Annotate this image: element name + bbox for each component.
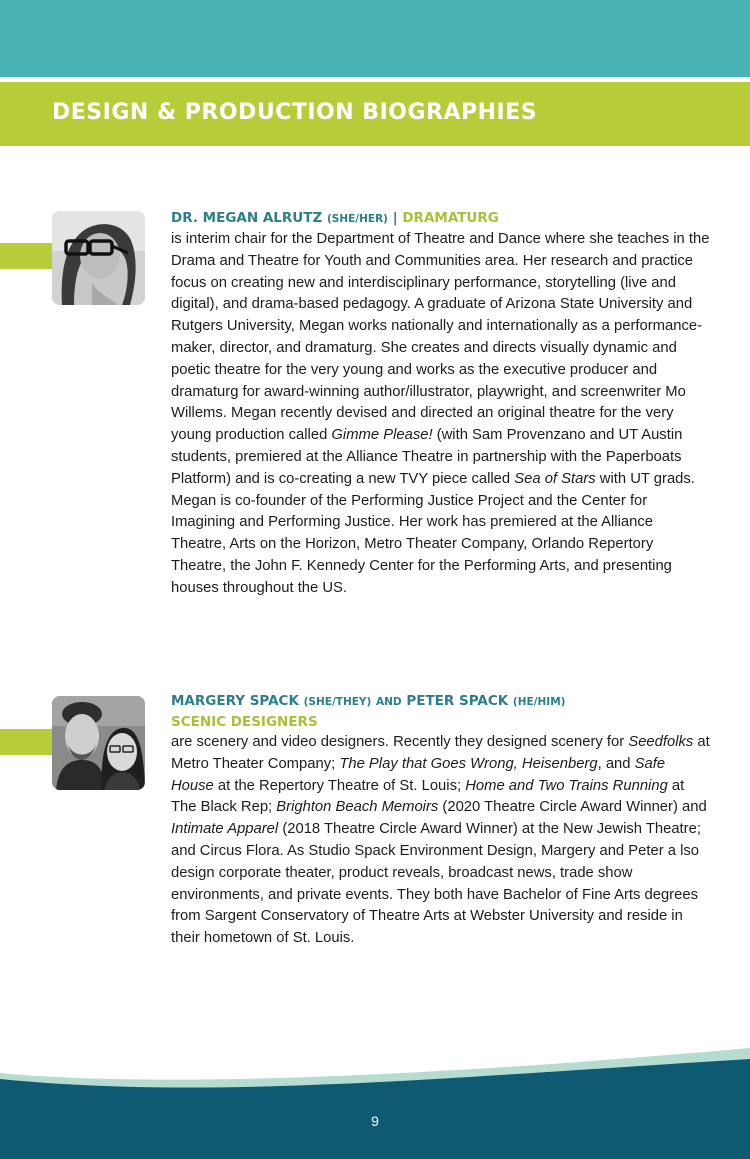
production-title: Gimme Please!: [331, 427, 433, 444]
footer-wave: [0, 1045, 750, 1159]
bio-name: MARGERY SPACK: [171, 693, 299, 709]
bio-text-segment: are scenery and video designers. Recently they designed scenery for: [171, 734, 629, 750]
bio-text: [171, 732, 711, 950]
bio-text-segment: , and: [597, 755, 635, 772]
bio-name: PETER SPACK: [406, 693, 509, 709]
bio-role: SCENIC DESIGNERS: [171, 714, 318, 730]
bio-accent-bar: [0, 243, 60, 269]
bio-role: DRAMATURG: [402, 210, 499, 226]
page-title: DESIGN & PRODUCTION BIOGRAPHIES: [52, 100, 538, 125]
heading-separator: |: [392, 210, 398, 226]
production-title: Safe House: [171, 755, 666, 794]
portrait-photo-megan: [52, 211, 145, 305]
production-title: Sea of Stars: [514, 470, 596, 487]
portrait-photo-icon: [52, 211, 145, 305]
bio-name-heading: [171, 691, 711, 712]
bio-text-segment: (2020 Theatre Circle Award Winner) and: [438, 799, 707, 816]
bio-text-segment: with UT grads. Megan is co-founder of the Performing Justice Project and the Center for Imagining and Performing Justice. Her work has premiered at the Alliance Theatre, Arts on the Horizon, Metro Theater Company, Orlando Repertory Theatre, the John F. Kennedy Center for the Performing Arts, and presenting houses throughout the US.: [171, 470, 695, 596]
production-title: The Play that Goes Wrong, Heisenberg: [339, 755, 598, 772]
bio-entry-spack: [171, 691, 711, 950]
production-title: Brighton Beach Memoirs: [276, 799, 439, 816]
bio-text: [171, 229, 711, 600]
bio-pronouns: (HE/HIM): [512, 696, 566, 708]
portrait-photo-icon: [52, 696, 145, 790]
bio-text-segment: at the Repertory Theatre of St. Louis;: [213, 777, 466, 794]
production-title: Intimate Apparel: [171, 821, 279, 838]
bio-pronouns: (SHE/THEY): [303, 696, 372, 708]
bio-accent-bar: [0, 729, 60, 755]
top-teal-band: [0, 0, 750, 77]
page-number: 9: [371, 1113, 379, 1129]
production-title: Home and Two Trains Running: [465, 777, 668, 794]
bio-entry-megan-alrutz: [171, 208, 711, 600]
bio-text-segment: (2018 Theatre Circle Award Winner) at the New Jewish Theatre; and Circus Flora. As Studio Spack Environment Design, Margery and Peter a lso design corporate theater, product reveals, broadcast news, trade show environments, and private events. They both have Bachelor of Fine Arts degrees from Sargent Conservatory of Theatre Arts at Webster University and reside in their hometown of St. Louis.: [171, 821, 701, 947]
bio-name-heading: [171, 208, 711, 229]
bio-pronouns: (SHE/HER): [326, 213, 388, 225]
bio-name: DR. MEGAN ALRUTZ: [171, 210, 323, 226]
bio-text-segment: (with Sam Provenzano and UT Austin students, premiered at the Alliance Theatre in partnership with the Paperboats Platform) and is co-creating a new TVY piece called: [171, 427, 683, 487]
bio-text-segment: at Metro Theater Company;: [171, 734, 710, 772]
bio-text-segment: is interim chair for the Department of Theatre and Dance where she teaches in the Drama and Theatre for Youth and Communities area. Her research and practice focus on creating new and interdisciplinary performance, storytelling (live and digital), and drama-based pedagogy. A graduate of Arizona State University and Rutgers University, Megan works nationally and internationally as a performance-maker, director, and dramaturg. She creates and directs visually dynamic and poetic theatre for the very young and works as the executive producer and dramaturg for award-winning author/illustrator, playwright, and screenwriter Mo Willems. Megan recently devised and directed an original theatre for the very young production called: [171, 231, 710, 444]
heading-conjunction: AND: [376, 696, 402, 708]
portrait-photo-spacks: [52, 696, 145, 790]
production-title: Seedfolks: [628, 734, 694, 750]
bio-text-segment: at The Black Rep;: [171, 777, 685, 816]
